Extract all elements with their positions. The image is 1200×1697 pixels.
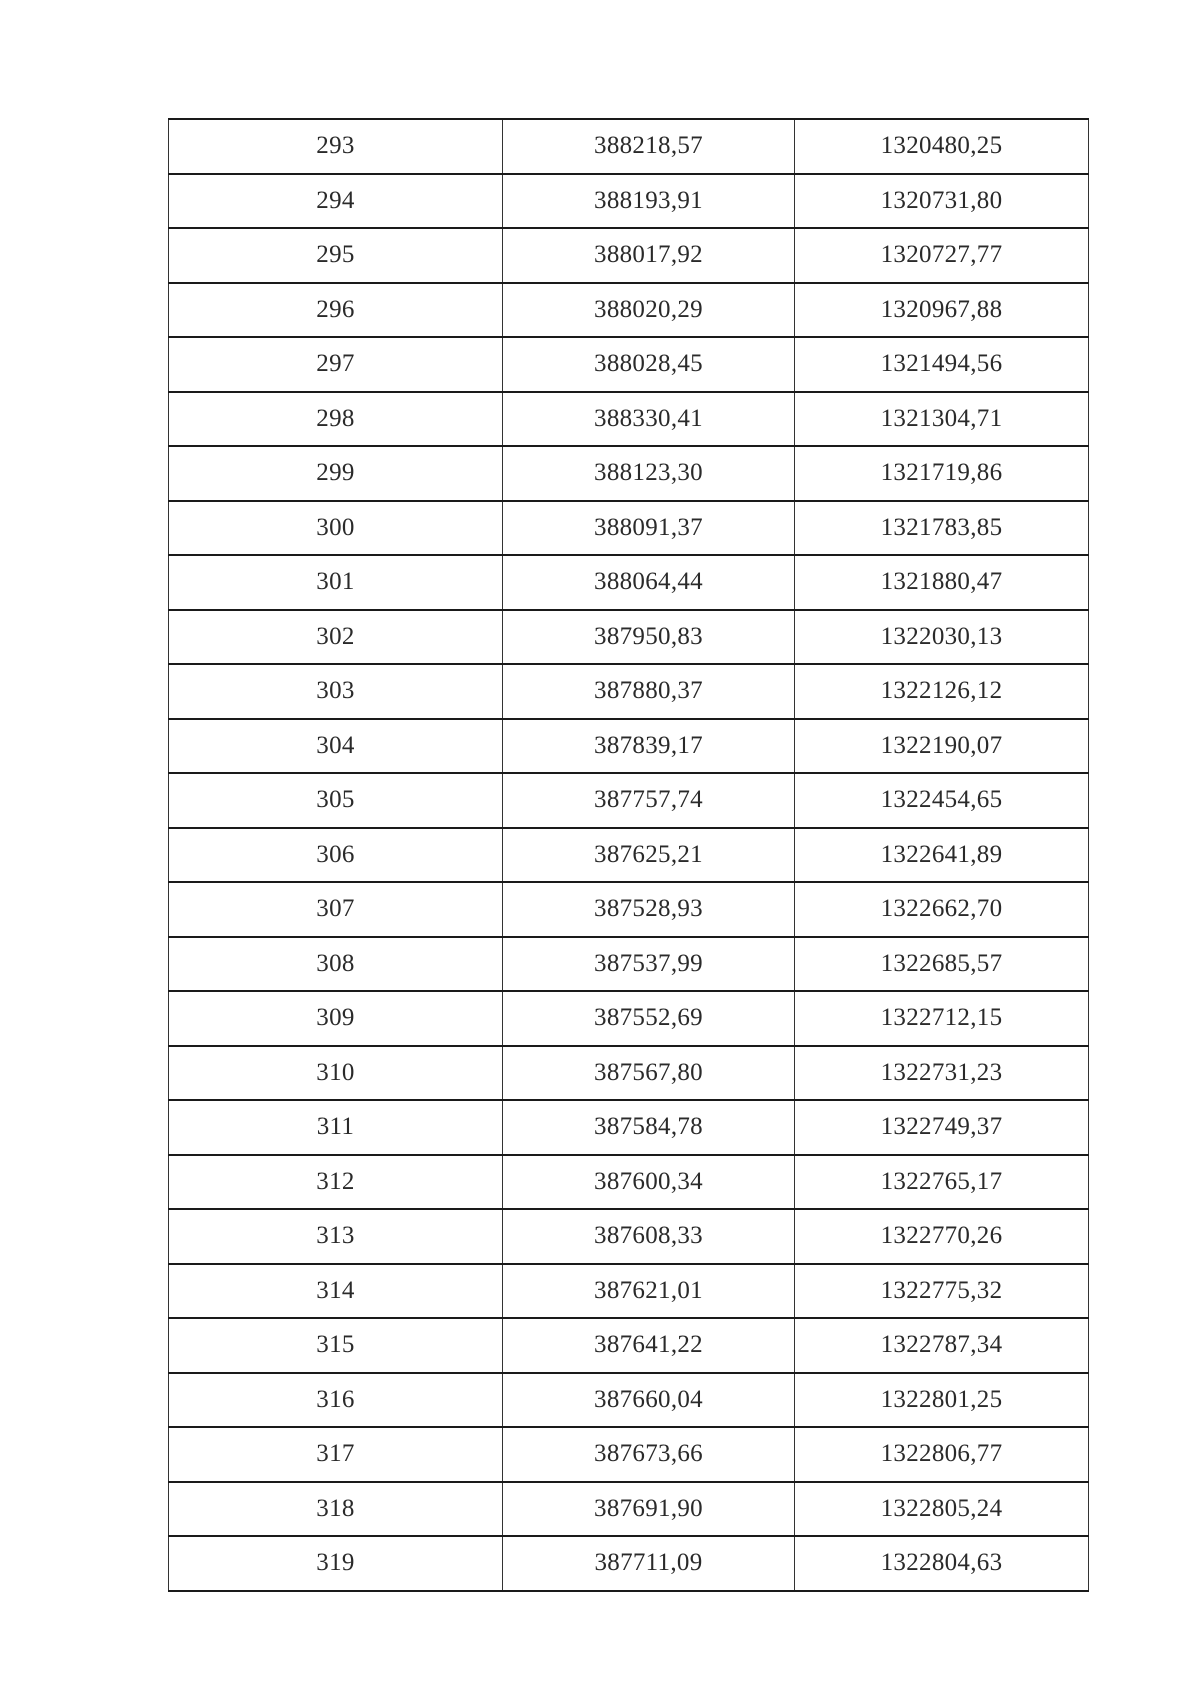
- x-coordinate-cell: 387528,93: [503, 882, 795, 937]
- x-coordinate-cell: 388193,91: [503, 174, 795, 229]
- y-coordinate-cell: 1322685,57: [795, 937, 1089, 992]
- table-row: [169, 1427, 1089, 1482]
- x-coordinate-cell: 388017,92: [503, 228, 795, 283]
- y-coordinate-cell: 1322454,65: [795, 773, 1089, 828]
- point-number-cell: 298: [169, 392, 503, 447]
- x-coordinate-cell: 387625,21: [503, 828, 795, 883]
- x-coordinate-cell: 388330,41: [503, 392, 795, 447]
- point-number-cell: 317: [169, 1427, 503, 1482]
- x-coordinate-cell: 387621,01: [503, 1264, 795, 1319]
- y-coordinate-cell: 1321880,47: [795, 555, 1089, 610]
- table-row: [169, 937, 1089, 992]
- point-number-cell: 319: [169, 1536, 503, 1591]
- point-number-cell: 299: [169, 446, 503, 501]
- x-coordinate-cell: 387691,90: [503, 1482, 795, 1537]
- table-row: [169, 1318, 1089, 1373]
- point-number-cell: 293: [169, 119, 503, 174]
- table-row: [169, 392, 1089, 447]
- x-coordinate-cell: 387950,83: [503, 610, 795, 665]
- coordinates-table: [168, 118, 1089, 1592]
- table-row: [169, 1482, 1089, 1537]
- x-coordinate-cell: 387757,74: [503, 773, 795, 828]
- point-number-cell: 318: [169, 1482, 503, 1537]
- x-coordinate-cell: 388064,44: [503, 555, 795, 610]
- point-number-cell: 301: [169, 555, 503, 610]
- y-coordinate-cell: 1322775,32: [795, 1264, 1089, 1319]
- point-number-cell: 316: [169, 1373, 503, 1428]
- y-coordinate-cell: 1322662,70: [795, 882, 1089, 937]
- x-coordinate-cell: 388028,45: [503, 337, 795, 392]
- point-number-cell: 295: [169, 228, 503, 283]
- table-row: [169, 828, 1089, 883]
- table-row: [169, 1209, 1089, 1264]
- point-number-cell: 311: [169, 1100, 503, 1155]
- point-number-cell: 310: [169, 1046, 503, 1101]
- table-row: [169, 1536, 1089, 1591]
- y-coordinate-cell: 1322787,34: [795, 1318, 1089, 1373]
- point-number-cell: 312: [169, 1155, 503, 1210]
- y-coordinate-cell: 1321494,56: [795, 337, 1089, 392]
- y-coordinate-cell: 1322801,25: [795, 1373, 1089, 1428]
- point-number-cell: 315: [169, 1318, 503, 1373]
- point-number-cell: 308: [169, 937, 503, 992]
- y-coordinate-cell: 1322765,17: [795, 1155, 1089, 1210]
- y-coordinate-cell: 1322805,24: [795, 1482, 1089, 1537]
- y-coordinate-cell: 1322030,13: [795, 610, 1089, 665]
- table-row: [169, 555, 1089, 610]
- coordinates-table-body: [169, 119, 1089, 1591]
- y-coordinate-cell: 1321719,86: [795, 446, 1089, 501]
- y-coordinate-cell: 1322641,89: [795, 828, 1089, 883]
- x-coordinate-cell: 387673,66: [503, 1427, 795, 1482]
- table-row: [169, 337, 1089, 392]
- point-number-cell: 314: [169, 1264, 503, 1319]
- table-row: [169, 1100, 1089, 1155]
- point-number-cell: 304: [169, 719, 503, 774]
- y-coordinate-cell: 1322126,12: [795, 664, 1089, 719]
- y-coordinate-cell: 1322770,26: [795, 1209, 1089, 1264]
- y-coordinate-cell: 1320727,77: [795, 228, 1089, 283]
- x-coordinate-cell: 387608,33: [503, 1209, 795, 1264]
- point-number-cell: 294: [169, 174, 503, 229]
- x-coordinate-cell: 387552,69: [503, 991, 795, 1046]
- table-row: [169, 228, 1089, 283]
- point-number-cell: 313: [169, 1209, 503, 1264]
- x-coordinate-cell: 387839,17: [503, 719, 795, 774]
- x-coordinate-cell: 387711,09: [503, 1536, 795, 1591]
- x-coordinate-cell: 387641,22: [503, 1318, 795, 1373]
- point-number-cell: 309: [169, 991, 503, 1046]
- point-number-cell: 305: [169, 773, 503, 828]
- x-coordinate-cell: 387660,04: [503, 1373, 795, 1428]
- x-coordinate-cell: 388123,30: [503, 446, 795, 501]
- table-row: [169, 1264, 1089, 1319]
- x-coordinate-cell: 388218,57: [503, 119, 795, 174]
- x-coordinate-cell: 388020,29: [503, 283, 795, 338]
- y-coordinate-cell: 1321783,85: [795, 501, 1089, 556]
- y-coordinate-cell: 1322749,37: [795, 1100, 1089, 1155]
- y-coordinate-cell: 1320967,88: [795, 283, 1089, 338]
- table-row: [169, 501, 1089, 556]
- y-coordinate-cell: 1320731,80: [795, 174, 1089, 229]
- x-coordinate-cell: 388091,37: [503, 501, 795, 556]
- table-row: [169, 119, 1089, 174]
- y-coordinate-cell: 1322806,77: [795, 1427, 1089, 1482]
- table-row: [169, 1046, 1089, 1101]
- x-coordinate-cell: 387537,99: [503, 937, 795, 992]
- y-coordinate-cell: 1322804,63: [795, 1536, 1089, 1591]
- table-row: [169, 1373, 1089, 1428]
- x-coordinate-cell: 387880,37: [503, 664, 795, 719]
- y-coordinate-cell: 1321304,71: [795, 392, 1089, 447]
- table-row: [169, 610, 1089, 665]
- point-number-cell: 296: [169, 283, 503, 338]
- table-row: [169, 664, 1089, 719]
- y-coordinate-cell: 1322731,23: [795, 1046, 1089, 1101]
- table-row: [169, 446, 1089, 501]
- y-coordinate-cell: 1322190,07: [795, 719, 1089, 774]
- table-row: [169, 882, 1089, 937]
- table-row: [169, 1155, 1089, 1210]
- table-row: [169, 991, 1089, 1046]
- y-coordinate-cell: 1322712,15: [795, 991, 1089, 1046]
- point-number-cell: 297: [169, 337, 503, 392]
- point-number-cell: 302: [169, 610, 503, 665]
- point-number-cell: 307: [169, 882, 503, 937]
- table-row: [169, 773, 1089, 828]
- table-row: [169, 283, 1089, 338]
- table-row: [169, 719, 1089, 774]
- point-number-cell: 306: [169, 828, 503, 883]
- x-coordinate-cell: 387567,80: [503, 1046, 795, 1101]
- x-coordinate-cell: 387584,78: [503, 1100, 795, 1155]
- point-number-cell: 303: [169, 664, 503, 719]
- y-coordinate-cell: 1320480,25: [795, 119, 1089, 174]
- x-coordinate-cell: 387600,34: [503, 1155, 795, 1210]
- point-number-cell: 300: [169, 501, 503, 556]
- table-row: [169, 174, 1089, 229]
